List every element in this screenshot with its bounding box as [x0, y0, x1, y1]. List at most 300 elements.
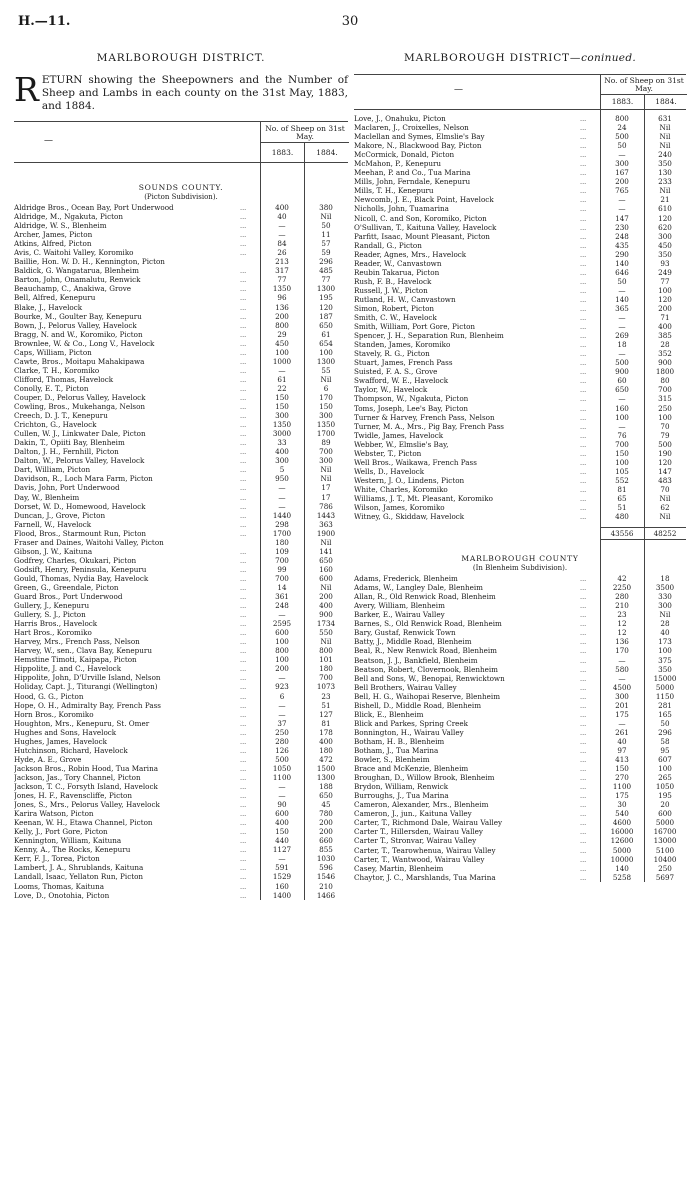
table-row: [14, 782, 348, 791]
sheep-1883: 51: [617, 503, 627, 513]
table-row: [354, 719, 686, 728]
sheep-1884: 700: [319, 673, 333, 683]
sheep-1884: 1734: [316, 619, 336, 629]
owner-name: Randall, G., Picton: [354, 240, 422, 250]
owner-name: Carter T., Stronvar, Wairau Valley: [354, 836, 477, 846]
sheep-1883: 580: [615, 664, 629, 674]
table-row: [14, 809, 348, 818]
sheep-1883: 413: [615, 755, 629, 765]
return-intro: [14, 70, 348, 113]
owner-name: Smith, William, Port Gore, Picton: [354, 322, 476, 332]
sheep-1884: 660: [319, 836, 333, 846]
sheep-1883: 136: [615, 637, 629, 647]
owner-name: Hope, O. H., Admiralty Bay, French Pass: [14, 700, 162, 710]
sheep-1883: 26: [277, 248, 287, 258]
sheep-1884: Nil: [320, 582, 332, 592]
owner-name: Gullery, S. J., Picton: [14, 610, 86, 620]
owner-name: Nicoll, C. and Son, Koromiko, Picton: [354, 213, 487, 223]
table-row: [354, 159, 686, 168]
leader-dots: ...: [240, 502, 247, 511]
sheep-1883: 147: [615, 213, 629, 223]
owner-name: Standen, James, Koromiko: [354, 340, 451, 350]
owner-name: Newcomb, J. E., Black Point, Havelock: [354, 195, 494, 205]
table-row: [14, 872, 348, 881]
leader-dots: ...: [580, 196, 587, 205]
sheep-1883: 81: [617, 484, 627, 494]
right-column: [354, 44, 686, 882]
table-row: [354, 449, 686, 458]
leader-dots: ...: [240, 357, 247, 366]
table-row: [14, 755, 348, 764]
owner-name: Wells, D., Havelock: [354, 466, 425, 476]
leader-dots: ...: [240, 520, 247, 529]
table-row: [354, 168, 686, 177]
sheep-1883: 5000: [612, 845, 632, 855]
sheep-1883: 500: [615, 358, 629, 368]
leader-dots: ...: [580, 765, 587, 774]
leader-dots: ...: [580, 259, 587, 268]
column-rule: [260, 163, 261, 900]
sheep-1883: 77: [277, 275, 287, 285]
sheep-1884: Nil: [320, 637, 332, 647]
table-row: [354, 123, 686, 132]
leader-dots: ...: [240, 665, 247, 674]
table-header: [354, 74, 686, 110]
owner-name: Hughes, James, Havelock: [14, 736, 108, 746]
sheep-1883: 40: [277, 212, 287, 222]
sheep-1883: 450: [275, 338, 289, 348]
table-row: [14, 474, 348, 483]
title-continued: coninued.: [581, 52, 636, 64]
table-row: [354, 304, 686, 313]
owner-name: Hughes and Sons, Havelock: [14, 727, 117, 737]
sheep-1883: —: [618, 285, 626, 295]
owner-name: Dalton, W., Pelorus Valley, Havelock: [14, 456, 145, 466]
sheep-1884: 200: [658, 303, 672, 313]
owner-name: Bowler, S., Blenheim: [354, 755, 430, 765]
sheep-1883: 248: [275, 601, 289, 611]
owner-name: Couper, D., Pelorus Valley, Havelock: [14, 392, 146, 402]
sheep-1883: 361: [275, 592, 289, 602]
sheep-count-caption: No. of Sheep on 31st May.: [261, 122, 349, 143]
leader-dots: ...: [580, 710, 587, 719]
year-1884-header: 1884.: [316, 148, 338, 157]
table-row: [354, 503, 686, 512]
column-rule: [304, 163, 305, 900]
leader-dots: ...: [580, 404, 587, 413]
sheep-1884: 400: [658, 322, 672, 332]
leader-dots: ...: [580, 819, 587, 828]
sheep-1884: 120: [658, 457, 672, 467]
owner-name: Dalton, J. H., Fernhill, Picton: [14, 447, 119, 457]
sheep-1884: 1900: [316, 528, 336, 538]
sheep-1883: 100: [275, 347, 289, 357]
leader-dots: ...: [580, 611, 587, 620]
table-row: [354, 349, 686, 358]
sheep-1883: 270: [615, 773, 629, 783]
leader-dots: ...: [240, 728, 247, 737]
leader-dots: ...: [240, 810, 247, 819]
owner-name: Harris Bros., Havelock: [14, 619, 98, 629]
column-rule: [644, 110, 645, 882]
leader-dots: ...: [240, 312, 247, 321]
leader-dots: ...: [580, 485, 587, 494]
leader-dots: ...: [580, 719, 587, 728]
leader-dots: ...: [240, 746, 247, 755]
sheep-1883: 109: [275, 546, 289, 556]
table-row: [354, 601, 686, 610]
sheep-1883: 97: [617, 746, 627, 755]
table-row: [14, 628, 348, 637]
owner-name: Russell, J. W., Picton: [354, 285, 428, 295]
sheep-1883: —: [618, 394, 626, 404]
table-row: [354, 746, 686, 755]
sheep-1884: 550: [319, 628, 333, 638]
sheep-1883: —: [278, 483, 286, 493]
sheep-1883: 365: [615, 303, 629, 313]
owner-name: Karira Watson, Picton: [14, 809, 94, 819]
sheep-1883: 1350: [272, 284, 292, 294]
owner-name: Atkins, Alfred, Picton: [14, 239, 92, 249]
leader-dots: ...: [240, 846, 247, 855]
leader-dots: ...: [240, 593, 247, 602]
leader-dots: ...: [580, 368, 587, 377]
leader-dots: ...: [580, 133, 587, 142]
leader-dots: ...: [240, 674, 247, 683]
sheep-1883: 250: [275, 727, 289, 737]
sheep-1883: 230: [615, 222, 629, 232]
leader-dots: ...: [240, 692, 247, 701]
sheep-1884: 147: [658, 466, 672, 476]
sheep-1883: 50: [617, 141, 627, 151]
sheep-1884: 1350: [316, 420, 336, 430]
owner-name: Bary, Gustaf, Renwick Town: [354, 628, 456, 638]
sheep-1884: 800: [319, 646, 333, 656]
sheep-1884: 650: [319, 320, 333, 330]
owner-name: Love, J., Onahuku, Picton: [354, 114, 446, 123]
table-row: [354, 764, 686, 773]
leader-dots: ...: [580, 801, 587, 810]
sheep-1883: 248: [615, 231, 629, 241]
sheep-1884: 300: [319, 456, 333, 466]
table-row: [14, 502, 348, 511]
sheep-1884: 1700: [316, 429, 336, 439]
leader-dots: ...: [580, 377, 587, 386]
leader-dots: ...: [240, 439, 247, 448]
leader-dots: ...: [580, 737, 587, 746]
owner-name: Farnell, W., Havelock: [14, 519, 92, 529]
table-row: [14, 348, 348, 357]
sheep-1884: 15000: [653, 673, 677, 683]
leader-dots: ...: [580, 277, 587, 286]
sheep-1884: 13000: [653, 836, 677, 846]
sheep-1884: 195: [319, 293, 333, 303]
leader-dots: ...: [580, 386, 587, 395]
table-row: [354, 385, 686, 394]
sheep-1884: 596: [319, 863, 333, 873]
sheep-1884: 190: [658, 448, 672, 458]
sheep-1884: 89: [321, 438, 331, 448]
sheep-1883: 317: [275, 266, 289, 276]
sheep-1883: 400: [275, 203, 289, 212]
table-row: [14, 601, 348, 610]
table-row: [354, 701, 686, 710]
owner-name: Gould, Thomas, Nydia Bay, Havelock: [14, 573, 149, 583]
sheep-1883: 99: [277, 564, 287, 574]
leader-dots: ...: [580, 504, 587, 513]
table-row: [354, 574, 686, 583]
sheep-1883: 1050: [272, 763, 292, 773]
sheep-1884: 101: [319, 655, 333, 665]
owner-name: Kerr, F. J., Torea, Picton: [14, 854, 100, 864]
left-column: [14, 44, 348, 900]
owner-name: Meehan, P. and Co., Tua Marina: [354, 168, 471, 178]
sheep-1883: 61: [277, 374, 287, 384]
table-row: [14, 511, 348, 520]
sheep-1883: 6: [279, 691, 285, 701]
table-row: [14, 845, 348, 854]
owner-name: Stuart, James, French Pass: [354, 358, 453, 368]
leader-dots: ...: [240, 384, 247, 393]
table-row: [14, 592, 348, 601]
owner-name: Jackson Bros., Robin Hood, Tua Marina: [14, 763, 158, 773]
table-row: [14, 212, 348, 221]
owner-name: Love, D., Onotohia, Picton: [14, 890, 110, 900]
leader-dots: ...: [580, 232, 587, 241]
blenheim-subdivision-heading: (In Blenheim Subdivision).: [472, 564, 568, 573]
sheep-1884: 77: [321, 275, 331, 285]
table-row: [14, 655, 348, 664]
owner-name: Green, G., Greendale, Picton: [14, 582, 119, 592]
sheep-1883: —: [618, 150, 626, 160]
sheep-1884: 200: [319, 827, 333, 837]
sheep-1883: 100: [275, 655, 289, 665]
sheep-1883: 298: [275, 519, 289, 529]
leader-dots: ...: [240, 683, 247, 692]
owner-name: Caps, William, Picton: [14, 347, 92, 357]
owner-name: Harvey, W., sen., Clava Bay, Kenepuru: [14, 646, 152, 656]
owner-name: Keenan, W. H., Etawa Channel, Picton: [14, 818, 153, 828]
owner-name: Hippolite, J. and C., Havelock: [14, 664, 122, 674]
sheep-1884: 165: [658, 709, 672, 719]
owner-name: Carter, T., Tearowhenua, Wairau Valley: [354, 845, 496, 855]
sheep-1884: 1466: [316, 890, 336, 900]
owner-name: Batty, J., Middle Road, Blenheim: [354, 637, 472, 647]
owner-name: Kennington, William, Kaituna: [14, 836, 122, 846]
table-row: [14, 366, 348, 375]
leader-dots: ...: [240, 873, 247, 882]
sheep-1884: 100: [658, 646, 672, 656]
leader-dots: ...: [240, 574, 247, 583]
sheep-1883: 140: [615, 863, 629, 873]
sheep-1884: 17: [321, 492, 331, 502]
sheep-1884: 1546: [316, 872, 336, 882]
table-row: [14, 556, 348, 565]
table-row: [354, 800, 686, 809]
sheep-1883: 42: [617, 574, 627, 584]
owner-name: Williams, J. T., Mt. Pleasant, Koromiko: [354, 493, 493, 503]
owner-name: Duncan, J., Grove, Picton: [14, 510, 106, 520]
leader-dots: ...: [580, 314, 587, 323]
sheep-1883: 300: [615, 691, 629, 701]
table-row: [14, 384, 348, 393]
leader-dots: ...: [580, 449, 587, 458]
owner-name: Carter, T., Wantwood, Wairau Valley: [354, 854, 485, 864]
table-row: [14, 257, 348, 266]
table-row: [14, 728, 348, 737]
sheep-1884: 350: [658, 249, 672, 259]
sheep-1883: 300: [615, 159, 629, 169]
sheep-1883: —: [278, 365, 286, 375]
sheep-1884: 233: [658, 177, 672, 187]
sheep-1883: 435: [615, 240, 629, 250]
table-row: [14, 791, 348, 800]
table-row: [354, 791, 686, 800]
table-row: [14, 574, 348, 583]
sheep-1884: 607: [658, 755, 672, 765]
sheep-1883: 3000: [272, 429, 292, 439]
table-row: [14, 719, 348, 728]
sheep-1884: 11: [321, 230, 331, 240]
sheep-1884: 50: [321, 221, 331, 231]
sheep-1883: 5258: [612, 872, 632, 882]
sheep-1884: 180: [319, 745, 333, 755]
sheep-1884: 20: [660, 800, 670, 810]
leader-dots: ...: [240, 710, 247, 719]
sheep-1884: 650: [319, 791, 333, 801]
sheep-1884: 55: [321, 365, 331, 375]
sheep-1883: 440: [275, 836, 289, 846]
sheep-1883: 90: [277, 800, 287, 810]
sheep-1883: 16000: [610, 827, 634, 837]
owner-name: Landall, Isaac, Yellaton Run, Picton: [14, 872, 144, 882]
table-row: [14, 818, 348, 827]
leader-dots: ...: [240, 556, 247, 565]
sheep-1884: Nil: [659, 186, 671, 196]
sheep-1883: 1440: [272, 510, 292, 520]
owner-name: Blick and Parkes, Spring Creek: [354, 718, 469, 728]
owner-name: Toms, Joseph, Lee's Bay, Picton: [354, 403, 469, 413]
leader-dots: ...: [240, 466, 247, 475]
owner-name: Simon, Robert, Picton: [354, 303, 435, 313]
sheep-1883: 290: [615, 249, 629, 259]
total-1883: 43556: [600, 527, 644, 540]
sheep-1883: —: [278, 700, 286, 710]
leader-dots: ...: [240, 611, 247, 620]
sheep-1884: 900: [319, 610, 333, 620]
owner-name: Horn Bros., Koromiko: [14, 709, 94, 719]
leader-dots: ...: [580, 187, 587, 196]
owner-name: Webster, T., Picton: [354, 448, 422, 458]
table-row: [14, 764, 348, 773]
column-rule: [600, 110, 601, 882]
sheep-1884: 58: [660, 736, 670, 746]
owner-name: Turner, M. A., Mrs., Pig Bay, French Pass: [354, 421, 504, 431]
sheep-1884: Nil: [659, 132, 671, 142]
picton-subdivision-heading: (Picton Subdivision).: [144, 193, 218, 201]
leader-dots: ...: [580, 151, 587, 160]
table-row: [354, 836, 686, 845]
owner-name: Gullery, J., Kenepuru: [14, 601, 90, 611]
leader-dots: ...: [240, 430, 247, 439]
leader-dots: ...: [240, 882, 247, 891]
sheep-1884: 127: [319, 709, 333, 719]
owner-name: Casey, Martin, Blenheim: [354, 863, 444, 873]
sheep-1884: 17: [321, 483, 331, 493]
table-row: [14, 221, 348, 230]
table-row: [14, 800, 348, 809]
sheep-1883: —: [618, 204, 626, 214]
sheep-1883: 136: [275, 302, 289, 312]
owner-name: Broughan, D., Willow Brook, Blenheim: [354, 773, 495, 783]
owner-name: Rutland, H. W., Canvastown: [354, 294, 456, 304]
sheep-1883: 180: [275, 537, 289, 547]
sheep-1883: 96: [277, 293, 287, 303]
leader-dots: ...: [240, 565, 247, 574]
sheep-1883: 18: [617, 340, 627, 350]
leader-dots: ...: [240, 792, 247, 801]
sheep-1883: 140: [615, 258, 629, 268]
sheep-1884: 631: [658, 114, 672, 123]
sheep-1884: 350: [658, 664, 672, 674]
sheep-1883: 200: [275, 664, 289, 674]
owner-name: White, Charles, Koromiko: [354, 484, 448, 494]
sheep-1883: 12: [617, 619, 627, 629]
sheep-1884: 1300: [316, 284, 336, 294]
year-1884-header: 1884.: [655, 97, 677, 106]
owner-name: Nicholls, John, Tuamarina: [354, 204, 449, 214]
header-dash: —: [44, 136, 53, 146]
sheep-1883: —: [618, 195, 626, 205]
leader-dots: ...: [240, 819, 247, 828]
sheep-1884: 5697: [655, 872, 675, 882]
sheep-1884: Nil: [659, 610, 671, 620]
sheep-1884: 61: [321, 329, 331, 339]
owner-name: Cameron, Alexander, Mrs., Blenheim: [354, 800, 489, 810]
sheep-1883: 500: [615, 132, 629, 142]
sheep-1883: 105: [615, 466, 629, 476]
sheep-1883: 300: [275, 411, 289, 421]
table-row: [14, 284, 348, 293]
leader-dots: ...: [240, 737, 247, 746]
table-row: [354, 440, 686, 449]
owner-name: Avery, William, Blenheim: [354, 601, 445, 611]
owner-name: Taylor, W., Havelock: [354, 385, 428, 395]
sheep-1884: 5000: [655, 818, 675, 828]
leader-dots: ...: [240, 267, 247, 276]
sheep-1883: —: [278, 709, 286, 719]
sheep-1883: 60: [617, 376, 627, 386]
table-row: [14, 746, 348, 755]
leader-dots: ...: [580, 124, 587, 133]
leader-dots: ...: [580, 142, 587, 151]
sheep-1883: 167: [615, 168, 629, 178]
sheep-1884: 400: [319, 736, 333, 746]
sheep-1884: 100: [319, 347, 333, 357]
sheep-1884: 650: [319, 555, 333, 565]
table-row: [14, 411, 348, 420]
sheep-1884: 900: [658, 358, 672, 368]
owner-name: Spencer, J. H., Separation Run, Blenheim: [354, 331, 504, 341]
owner-name: Baldick, G. Wangatarua, Blenheim: [14, 266, 139, 276]
table-row: [14, 393, 348, 402]
sheep-1883: 1700: [272, 528, 292, 538]
document-reference: H.—11.: [18, 14, 71, 29]
year-1883-header: 1883.: [261, 143, 305, 162]
sheep-1884: 93: [660, 258, 670, 268]
leader-dots: ...: [240, 529, 247, 538]
table-row: [354, 404, 686, 413]
